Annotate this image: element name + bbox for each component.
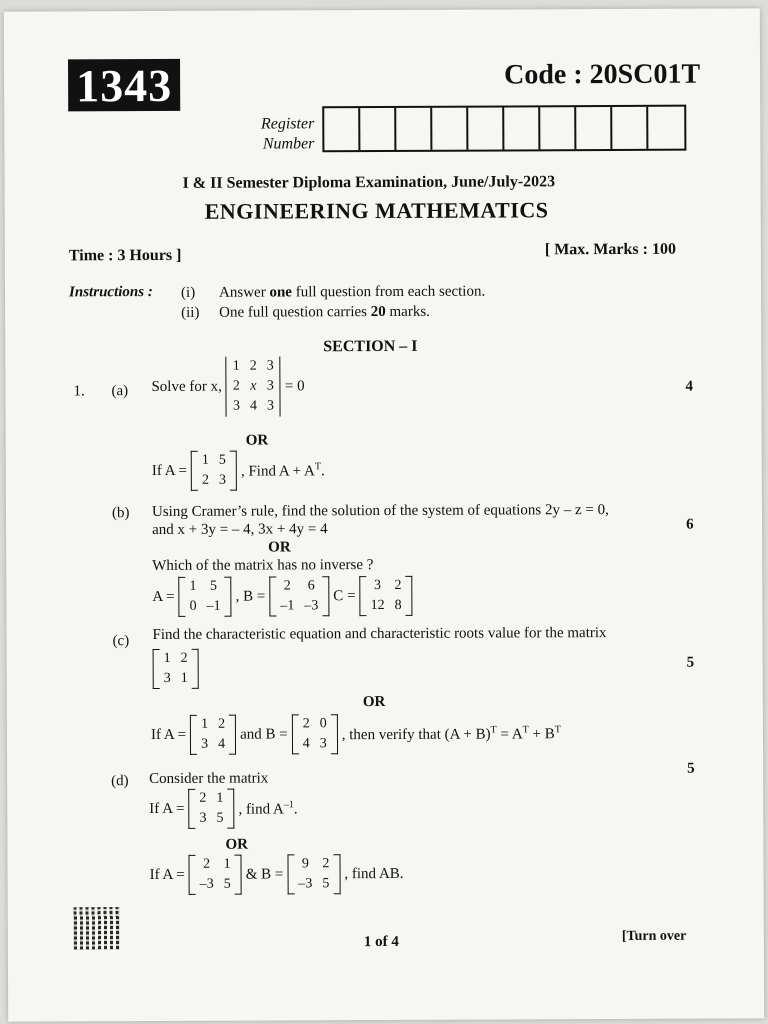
- matrix-entry: 6: [307, 578, 315, 594]
- part-label-c: (c): [112, 633, 130, 650]
- matrix-a: [188, 789, 234, 829]
- matrix-entry: 1: [201, 716, 209, 732]
- matrices-abc: A = 1 5 0 –1 , B = 2 6 –1 –3 C = 3 2 12 8: [152, 576, 412, 617]
- matrix-entry: 2: [249, 358, 257, 374]
- instructions-list: [181, 282, 485, 323]
- page-number: 1 of 4: [363, 933, 399, 951]
- matrix-entry: 3: [266, 398, 274, 414]
- subject-code: Code : 20SC01T: [504, 58, 701, 91]
- question-1c: Find the characteristic equation and characteristic roots value for the matrix: [152, 625, 607, 644]
- matrix-entry: 3: [218, 472, 227, 488]
- or-label: OR: [245, 432, 269, 449]
- marks-1c: 5: [686, 654, 695, 671]
- or-label: OR: [362, 693, 386, 711]
- question-1b-alt: Which of the matrix has no inverse ?: [152, 557, 374, 575]
- matrix-entry: 3: [266, 358, 274, 374]
- matrix-entry: 3: [319, 736, 327, 752]
- marks-1b: 6: [686, 516, 694, 533]
- matrix-entry: –3: [304, 598, 319, 614]
- or-label: OR: [225, 836, 248, 853]
- or-label: OR: [268, 539, 291, 556]
- matrix-a: [178, 577, 231, 617]
- matrix-entry: 2: [302, 716, 310, 732]
- matrix-entry: 2: [283, 578, 291, 594]
- question-1a-alt: If A = 1 5 2 3 , Find $A + A^T$.: [152, 450, 325, 491]
- matrix-entry: 3: [199, 810, 207, 826]
- instruction-item: (ii) One full question carries 20 marks.: [181, 303, 430, 321]
- register-digit-box[interactable]: [396, 108, 432, 150]
- matrix-entry: 5: [322, 876, 330, 892]
- matrix-entry: 3: [266, 378, 274, 394]
- matrix-entry: 12: [370, 597, 385, 614]
- section-heading: SECTION – I: [323, 337, 418, 356]
- matrix-entry: 2: [201, 472, 210, 488]
- matrix-a: [190, 715, 236, 755]
- matrix-entry: 0: [189, 598, 197, 614]
- register-digit-box[interactable]: [540, 107, 576, 149]
- matrix-entry: 1: [232, 358, 240, 374]
- question-1b: Using Cramer’s rule, find the solution of the system of equations 2y – z = 0, and x + 3y = – 4, 3x + 4y = 4: [151, 502, 609, 539]
- matrix-entry: 1: [201, 452, 209, 468]
- register-digit-box[interactable]: [360, 108, 396, 150]
- turn-over-note: [Turn over: [621, 928, 687, 944]
- instruction-item: (i) Answer one full question from each section.: [180, 283, 486, 301]
- part-label-a: (a): [111, 383, 129, 400]
- paper-number-badge: 1343: [68, 59, 180, 111]
- matrix-entry: 5: [209, 578, 218, 594]
- register-digit-box[interactable]: [324, 108, 360, 150]
- part-label-b: (b): [111, 505, 130, 522]
- matrix-entry: 3: [373, 578, 381, 594]
- matrix-entry: 3: [163, 670, 171, 686]
- marks-1a: 4: [685, 378, 693, 395]
- matrix-entry: –3: [199, 876, 214, 892]
- matrix-entry: 2: [232, 378, 240, 394]
- matrix-entry: 4: [302, 736, 310, 752]
- matrix-b: [287, 854, 340, 894]
- register-digit-box[interactable]: [648, 107, 684, 149]
- matrix-entry: 4: [218, 736, 226, 752]
- question-1a: Solve for x, 1 2 3 2 x 3 3 4 3 = 0: [151, 356, 304, 417]
- matrix-entry: 9: [301, 856, 309, 872]
- matrix-entry: 2: [394, 577, 402, 593]
- matrix-entry: 0: [319, 716, 327, 732]
- matrix-c: [359, 576, 412, 616]
- matrix-entry: 1: [189, 578, 197, 594]
- qr-code-icon: [74, 907, 120, 949]
- matrix-b: [292, 714, 338, 754]
- determinant: [226, 356, 281, 416]
- question-1d-alt: If A = 2 1 –3 5 & B = 9 2 –3 5 , find AB.: [149, 854, 403, 895]
- matrix-entry: 2: [180, 650, 188, 666]
- matrix-1c: [153, 649, 199, 689]
- matrix-entry: 8: [394, 597, 402, 613]
- matrix-entry: 3: [232, 398, 240, 414]
- part-label-d: (d): [111, 773, 129, 790]
- matrix-entry: 1: [216, 790, 224, 806]
- question-number: 1.: [73, 383, 85, 400]
- matrix: [153, 649, 199, 689]
- matrix-a: [189, 855, 242, 895]
- matrix-entry: 4: [249, 398, 257, 414]
- matrix-entry: 5: [223, 876, 231, 892]
- matrix-entry: 2: [203, 856, 211, 872]
- subject-title: ENGINEERING MATHEMATICS: [204, 197, 549, 224]
- matrix-entry: –1: [206, 598, 221, 614]
- matrix-entry: –3: [298, 876, 313, 892]
- matrix-entry: 2: [199, 790, 207, 806]
- marks-1d: 5: [687, 760, 695, 777]
- matrix-entry: x: [250, 378, 257, 394]
- question-1d-main: If A = 2 1 3 5 , find $A^{-1}$.: [149, 788, 297, 829]
- register-digit-box[interactable]: [468, 107, 504, 149]
- matrix-entry: 5: [218, 452, 226, 468]
- matrix-entry: 5: [216, 810, 224, 826]
- matrix-entry: 2: [218, 716, 226, 732]
- instructions-label: Instructions :: [68, 284, 153, 301]
- exam-title: I & II Semester Diploma Examination, June/July-2023: [182, 173, 556, 192]
- max-marks: [ Max. Marks : 100: [544, 240, 676, 259]
- matrix-entry: 2: [322, 856, 330, 872]
- register-digit-box[interactable]: [432, 108, 468, 150]
- time-allowed: Time : 3 Hours ]: [68, 246, 182, 265]
- register-digit-box[interactable]: [504, 107, 540, 149]
- matrix-entry: –1: [280, 598, 295, 614]
- register-number-label: Register Number: [260, 115, 315, 153]
- question-1c-alt: If A = 1 2 3 4 and B = 2 0 4 3 , then verify that $(A + B)^T = A^T + B^T$: [151, 713, 561, 755]
- matrix-entry: 1: [223, 856, 231, 872]
- matrix-entry: 3: [201, 736, 209, 752]
- register-number-boxes[interactable]: [322, 105, 686, 153]
- register-digit-box[interactable]: [612, 107, 648, 149]
- matrix-a: [191, 451, 237, 491]
- matrix-entry: 1: [180, 670, 188, 686]
- exam-paper: [4, 8, 764, 1021]
- question-1d: Consider the matrix: [149, 770, 269, 788]
- matrix-b: [269, 576, 329, 616]
- matrix-entry: 1: [163, 650, 171, 666]
- register-digit-box[interactable]: [576, 107, 612, 149]
